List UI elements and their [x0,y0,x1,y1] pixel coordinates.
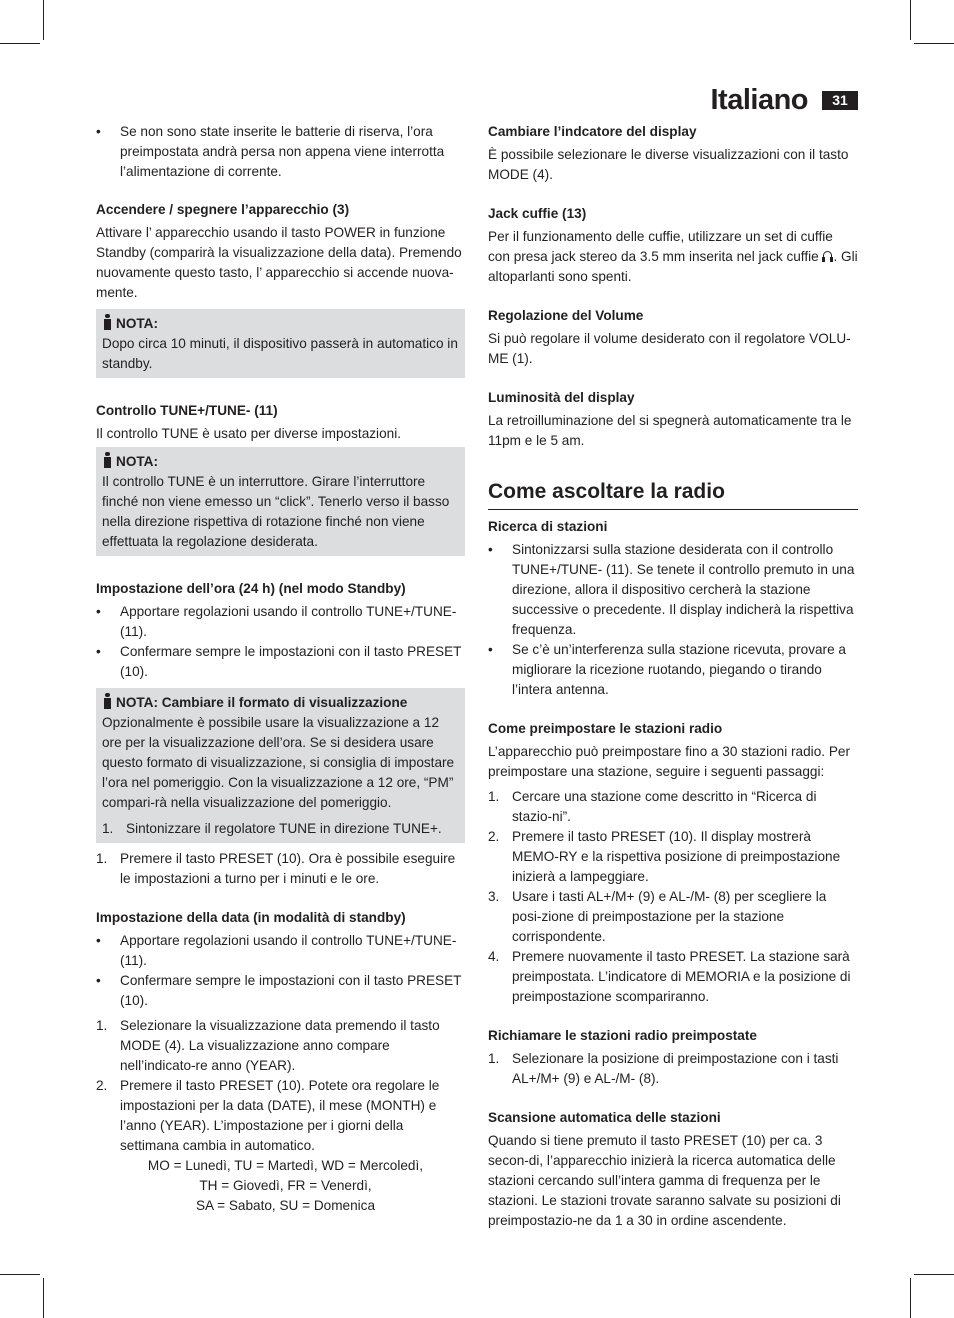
step-number: 1. [96,1018,108,1033]
section-heading: Accendere / spegnere l’apparecchio (3) [96,202,350,217]
note-text: Dopo circa 10 minuti, il dispositivo passerà in automatico in standby. [102,336,458,371]
step-text: Cercare una stazione come descritto in “Ricerca di stazio-ni”. [512,789,817,824]
list-item [96,1076,465,1156]
list-item: • Sintonizzarsi sulla stazione desiderata con il controllo TUNE+/TUNE- (11). Se tenete il controllo premuto in una direzione, allora il dispositivo cercherà la stazione successive o precedente. Il display indicherà la rispettiva frequenza. [488,540,858,640]
info-icon [102,693,113,709]
note-title: NOTA: [116,316,159,331]
crop-mark [0,1274,40,1275]
step-list [488,1049,858,1089]
step-text: Premere il tasto PRESET (10). Potete ora regolare le impostazioni per la data (DATE), il mese (MONTH) e l’anno (YEAR). L’impostazione per i giorni della settimana cambia in automatico. [120,1078,440,1153]
crop-mark [914,1274,954,1275]
crop-mark [910,1278,911,1318]
note-title: NOTA: [116,454,159,469]
section-heading: Scansione automatica delle stazioni [488,1110,721,1125]
intro-bullet-list [96,122,465,182]
step-text: Usare i tasti AL+/M+ (9) e AL-/M- (8) per scegliere la posi-zione di preimpostazione per la stazione corrispondente. [512,889,827,944]
list-item [102,819,459,839]
paragraph: Attivare l’ apparecchio usando il tasto POWER in funzione Standby (comparirà la visualizzazione della data). Premendo nuovamente questo tasto, l’ apparecchio si accende nuova-mente. [96,225,462,300]
section-heading: Impostazione dell’ora (24 h) (nel modo Standby) [96,581,406,596]
crop-mark [43,1278,44,1318]
section-heading: Cambiare l’indcatore del display [488,124,697,139]
info-icon [102,452,113,468]
step-number: 4. [488,949,500,964]
paragraph: Quando si tiene premuto il tasto PRESET (10) per ca. 3 secon-di, l’apparecchio inizierà la ricerca automatica delle stazioni cercando sull’intera gamma di frequenza per le stazioni. Le stazioni trovate saranno salvate su posizioni di preimpostazio-ne da 1 a 30 in ordine ascendente. [488,1133,841,1228]
step-number: 2. [96,1078,108,1093]
step-number: 1. [488,1051,500,1066]
list-item [488,827,858,887]
step-number: 1. [488,789,500,804]
section-heading: Come preimpostare le stazioni radio [488,721,723,736]
left-column [96,122,465,1216]
step-number: 1. [96,851,108,866]
note-step-list [102,819,459,839]
note-box [96,688,465,843]
step-text: Selezionare la posizione di preimpostazione con i tasti AL+/M+ (9) e AL-/M- (8). [512,1051,839,1086]
crop-mark [0,43,40,44]
section-heading: Regolazione del Volume [488,308,644,323]
section-heading: Jack cuffie (13) [488,206,587,221]
bullet-list [96,931,465,1011]
list-item: • Se non sono state inserite le batterie di riserva, l’ora preimpostata andrà persa non appena viene interrotta l’alimentazione di corrente. [96,122,465,182]
step-text: Premere nuovamente il tasto PRESET. La stazione sarà preimpostata. L’indicatore di MEMORIA e la posizione di preimpostazione scompariranno. [512,949,851,1004]
paragraph: È possibile selezionare le diverse visualizzazioni con il tasto MODE (4). [488,147,849,182]
weekday-line: MO = Lunedì, TU = Martedì, WD = Mercoledì, [147,1158,424,1173]
paragraph-text: . Gli altoparlanti sono spenti. [488,249,858,284]
chapter-title: Come ascoltare la radio [488,478,858,510]
list-item: • Confermare sempre le impostazioni con il tasto PRESET (10). [96,642,465,682]
section-heading: Richiamare le stazioni radio preimpostate [488,1028,757,1043]
paragraph: La retroilluminazione del si spegnerà automaticamente tra le 11pm e le 5 am. [488,413,852,448]
list-item [96,1016,465,1076]
right-column [488,122,858,1231]
paragraph: Si può regolare il volume desiderato con il regolatore VOLU-ME (1). [488,331,851,366]
note-text: Il controllo TUNE è un interruttore. Girare l’interruttore finché non viene emesso un “click”. Tenerlo verso il basso nella direzione rispettiva di rotazione finché non viene effettuata la regolazione desiderata. [102,474,450,549]
list-item [488,947,858,1007]
crop-mark [43,0,44,40]
note-box [96,309,465,378]
list-item: • Apportare regolazioni usando il controllo TUNE+/TUNE- (11). [96,602,465,642]
weekday-line: SA = Sabato, SU = Domenica [195,1198,376,1213]
page-language-title: Italiano [710,84,808,116]
note-text: Opzionalmente è possibile usare la visualizzazione a 12 ore per la visualizzazione dell’ora. Se si desidera usare questo formato di visualizzazione, si consiglia di impostare l’ora nel pomeriggio. Con la visualizzazione a 12 ore, “PM” compari-rà nella visualizzazione del pomeriggio. [102,715,455,810]
paragraph [488,227,858,287]
section-heading: Impostazione della data (in modalità di standby) [96,910,406,925]
step-text: Selezionare la visualizzazione data premendo il tasto MODE (4). La visualizzazione anno compare nell’indicato-re anno (YEAR). [120,1018,440,1073]
step-list [96,849,465,889]
list-item [488,1049,858,1089]
section-heading: Luminosità del display [488,390,635,405]
step-number: 3. [488,889,500,904]
note-box [96,447,465,556]
weekday-legend [96,1156,465,1216]
step-text: Premere il tasto PRESET (10). Il display mostrerà MEMO-RY e la rispettiva posizione di preimpostazione inizierà a lampeggiare. [512,829,841,884]
step-number: 1. [102,821,114,836]
bullet-list [488,540,858,700]
note-title: NOTA: Cambiare il formato di visualizzazione [116,695,408,710]
paragraph-text: Per il funzionamento delle cuffie, utilizzare un set di cuffie con presa jack stereo da 3.5 mm inserita nel jack cuffie [488,229,833,264]
list-item: • Apportare regolazioni usando il controllo TUNE+/TUNE- (11). [96,931,465,971]
list-item: • Se c’è un’interferenza sulla stazione ricevuta, provare a migliorare la ricezione ruotando, piegando o tirando l’intera antenna. [488,640,858,700]
section-heading: Ricerca di stazioni [488,519,608,534]
step-text: Premere il tasto PRESET (10). Ora è possibile eseguire le impostazioni a turno per i minuti e le ore. [120,851,456,886]
list-item [96,849,465,889]
paragraph: L’apparecchio può preimpostare fino a 30 stazioni radio. Per preimpostare una stazione, seguire i seguenti passaggi: [488,744,850,779]
bullet-list [96,602,465,682]
info-icon [102,314,113,330]
headphones-icon [822,251,833,262]
step-number: 2. [488,829,500,844]
page-number: 31 [822,91,858,110]
step-list [96,1016,465,1156]
list-item: • Confermare sempre le impostazioni con il tasto PRESET (10). [96,971,465,1011]
crop-mark [914,43,954,44]
weekday-line: TH = Giovedì, FR = Venerdì, [199,1178,372,1193]
list-item [488,887,858,947]
section-heading: Controllo TUNE+/TUNE- (11) [96,403,278,418]
crop-mark [910,0,911,40]
step-text: Sintonizzare il regolatore TUNE in direzione TUNE+. [126,821,442,836]
paragraph: Il controllo TUNE è usato per diverse impostazioni. [96,426,401,441]
list-item [488,787,858,827]
step-list [488,787,858,1007]
